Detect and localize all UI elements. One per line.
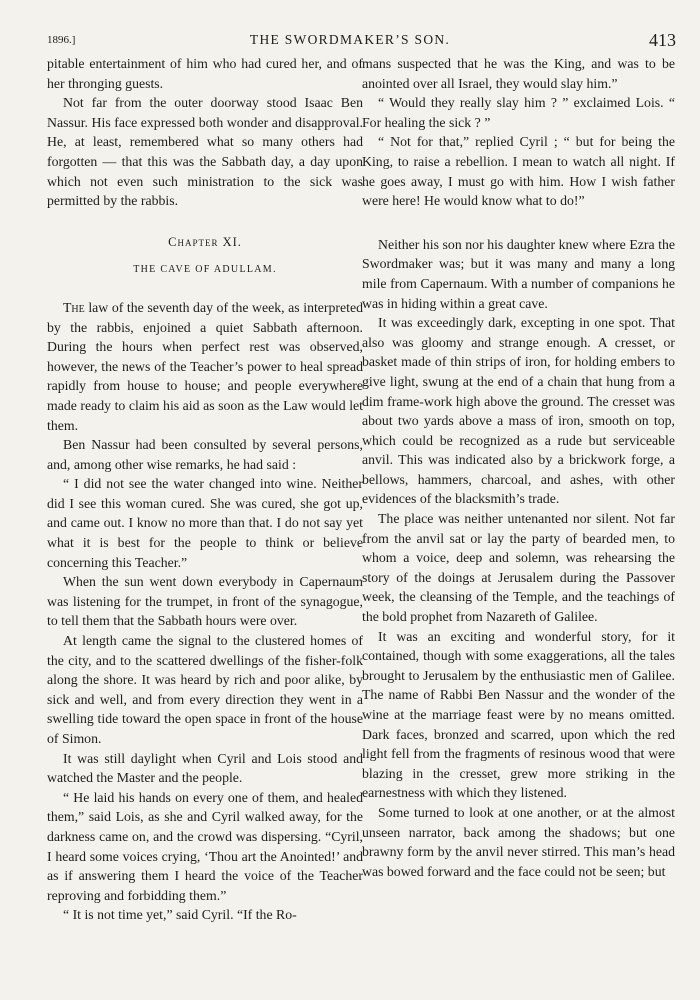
lead-word: The [63, 299, 85, 315]
paragraph: “ It is not time yet,” said Cyril. “If the Ro- [63, 907, 297, 923]
paragraph: It was exceedingly dark, excepting in one spot. That also was gloomy and strange enough. A cresset, or basket made of thin strips of iron, for holding embers to give light, swung at the end of a chain that hung from a dim frame-work high above the ground. The cresset was about two yards above a mass of iron, smooth on top, which could be recognized as a rude but serviceable anvil. This was indicated also by a brickwork forge, a bellows, hammers, charcoal, and ashes, with other evidences of the blacksmith’s trade. [362, 315, 675, 507]
header-title: THE SWORDMAKER’S SON. [249, 32, 451, 47]
paragraph: Some turned to look at one another, or at the almost unseen narrator, back among the shadows; but one brawny form by the anvil never stirred. This man’s head was bowed forward and the face could not be seen; but [362, 804, 675, 879]
paragraph-continued: pitable entertainment of him who had cured her, and of her thronging guests. [47, 56, 363, 91]
paragraph: “ Not for that,” replied Cyril ; “ but for being the King, to raise a rebellion. I mean to watch all night. If he goes away, I must go with him. How I wish father were here! He would know what to do!” [362, 134, 675, 209]
paragraph-continued: mans suspected that he was the King, and was to be anointed over all Israel, they would slay him.” [362, 56, 675, 91]
paragraph: It was an exciting and wonderful story, for it contained, though with some exaggerations, all the tales brought to Jerusalem by the enthusiastic men of Galilee. The name of Rabbi Ben Nassur and the wonder of the wine at the marriage feast were by no means omitted. Dark faces, bronzed and scarred, upon which the red light fell from the fragments of resinous wood that were blazing in the cresset, grew more striking in the earnestness with which they listened. [362, 628, 675, 801]
paragraph: It was still daylight when Cyril and Lois stood and watched the Master and the people. [47, 750, 363, 786]
page-number: 413 [649, 30, 676, 50]
chapter-title: Chapter XI. [168, 234, 242, 249]
paragraph: The place was neither untenanted nor silent. Not far from the anvil sat or lay the party of bearded men, to whom a voice, deep and solemn, was rehearsing the story of the doings at Jerusalem during the Passover week, the cleansing of the Temple, and the teachings of the bold prophet from Nazareth of Galilee. [362, 511, 675, 625]
left-column [47, 54, 363, 925]
paragraph-opening [47, 298, 363, 435]
paragraph: When the sun went down everybody in Capernaum was listening for the trumpet, in front of the synagogue, to tell them that the Sabbath hours were over. [47, 574, 363, 629]
paragraph: “ He laid his hands on every one of them, and healed them,” said Lois, as she and Cyril walked away, for the darkness came on, and the crowd was dispersing. “Cyril, I heard some voices crying, ‘Thou art the Anointed!’ and as if answering them I heard the voice of the Teacher reproving and forbidding them.” [47, 789, 363, 903]
paragraph: Not far from the outer doorway stood Isaac Ben Nassur. His face expressed both wonder and disapproval. He, at least, remembered what so many others had forgotten — that this was the Sabbath day, a day upon which not even such ministration to the sick was permitted by the rabbis. [47, 95, 363, 209]
paragraph: Ben Nassur had been consulted by several persons, and, among other wise remarks, he had said : [47, 437, 363, 472]
paragraph-text: law of the seventh day of the week, as interpreted by the rabbis, enjoined a quiet Sabbath afternoon. During the hours when perfect rest was observed, however, the news of the Teacher’s power to heal spread rapidly from house to house; and people everywhere made ready to claim his aid as soon as the Law would let them. [47, 299, 363, 433]
paragraph: “ Would they really slay him ? ” exclaimed Lois. “ For healing the sick ? ” [362, 95, 675, 130]
header-year: 1896.] [47, 34, 76, 46]
paragraph: At length came the signal to the clustered homes of the city, and to the scattered dwellings of the fisher-folk along the shore. It was heard by rich and poor alike, by sick and well, and from every direction they went in a swelling tide toward the open space in front of the house of Simon. [47, 633, 363, 746]
right-column [362, 54, 675, 881]
paragraph: Neither his son nor his daughter knew where Ezra the Swordmaker was; but it was many and many a long mile from Capernaum. With a number of companions he was in hiding within a great cave. [362, 236, 675, 311]
chapter-subtitle: THE CAVE OF ADULLAM. [133, 264, 277, 276]
paragraph: “ I did not see the water changed into wine. Neither did I see this woman cured. She was cured, she got up, and came out. I know no more than that. I do not say yet what it is best for the people to think or believe concerning this Teacher.” [47, 476, 363, 570]
